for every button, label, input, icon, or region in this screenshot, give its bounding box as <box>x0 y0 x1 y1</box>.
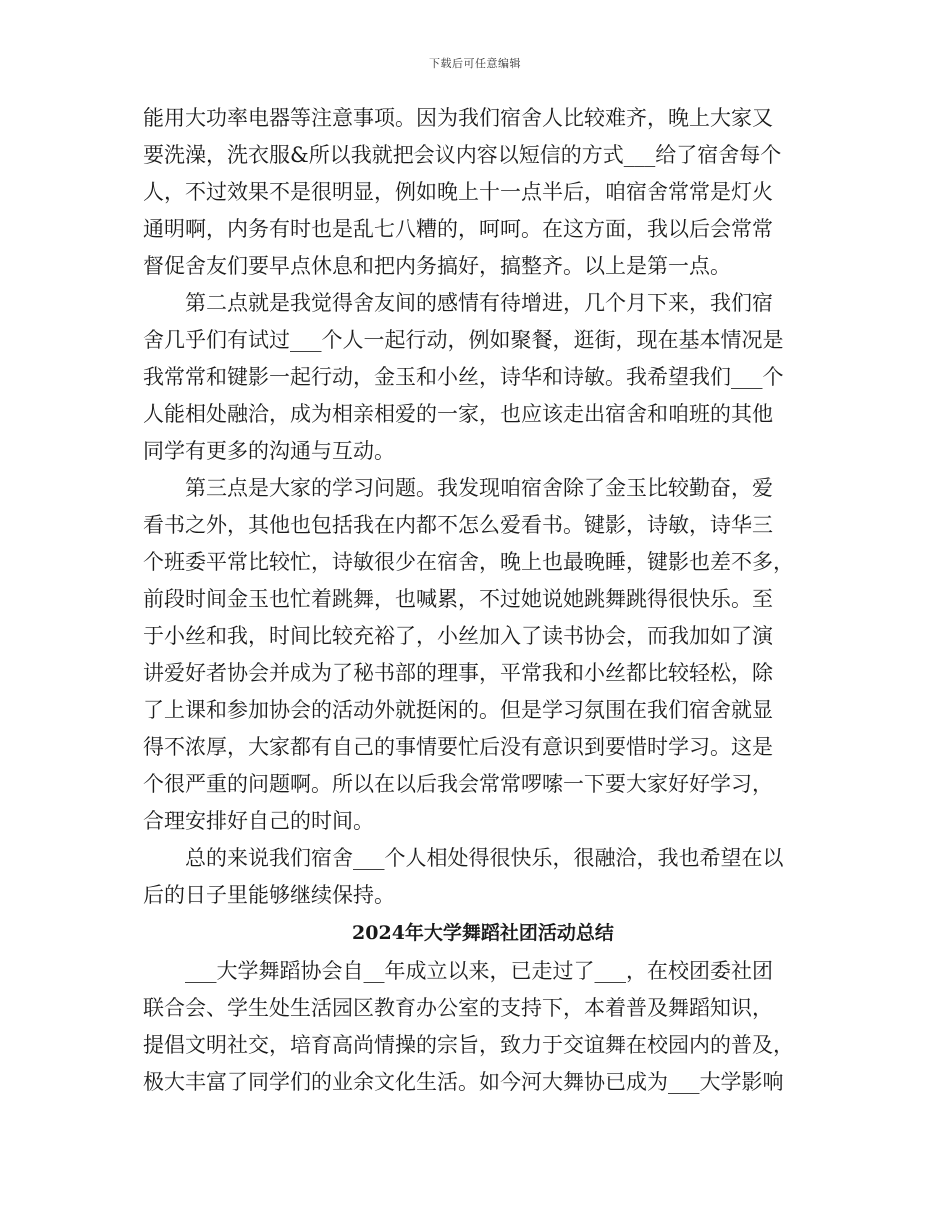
text-line: 同学有更多的沟通与互动。 <box>143 439 395 463</box>
text-line: 得不浓厚，大家都有自己的事情要忙后没有意识到要惜时学习。这是 <box>143 735 773 759</box>
text-line: 于小丝和我，时间比较充裕了，小丝加入了读书协会，而我加如了演 <box>143 624 773 648</box>
text-line: 人能相处融洽，成为相亲相爱的一家，也应该走出宿舍和咱班的其他 <box>143 402 773 426</box>
text-line: 舍几乎们有试过___个人一起行动，例如聚餐，逛街，现在基本情况是 <box>143 328 784 352</box>
text-line: 我常常和键影一起行动，金玉和小丝，诗华和诗敏。我希望我们___个 <box>143 365 784 389</box>
page-header-note: 下载后可任意编辑 <box>429 57 521 70</box>
text-line: 合理安排好自己的时间。 <box>143 809 374 833</box>
text-line: 看书之外，其他也包括我在内都不怎么爱看书。键影，诗敏，诗华三 <box>143 513 773 537</box>
text-line: 要洗澡，洗衣服&所以我就把会议内容以短信的方式___给了宿舍每个 <box>143 143 782 167</box>
text-line: 讲爱好者协会并成为了秘书部的理事，平常我和小丝都比较轻松，除 <box>143 661 773 685</box>
text-line: 个很严重的问题啊。所以在以后我会常常啰嗦一下要大家好好学习， <box>143 772 773 796</box>
text-line: 能用大功率电器等注意事项。因为我们宿舍人比较难齐，晚上大家又 <box>143 106 773 130</box>
text-line: 后的日子里能够继续保持。 <box>143 883 395 907</box>
text-line: 人，不过效果不是很明显，例如晚上十一点半后，咱宿舍常常是灯火 <box>143 180 773 204</box>
text-line: 极大丰富了同学们的业余文化生活。如今河大舞协已成为___大学影响 <box>143 1070 784 1094</box>
text-line: 联合会、学生处生活园区教育办公室的支持下，本着普及舞蹈知识， <box>143 996 773 1020</box>
text-line: 通明啊，内务有时也是乱七八糟的，呵呵。在这方面，我以后会常常 <box>143 217 773 241</box>
section-title: 2024年大学舞蹈社团活动总结 <box>352 922 614 944</box>
text-line: 前段时间金玉也忙着跳舞，也喊累，不过她说她跳舞跳得很快乐。至 <box>143 587 773 611</box>
paragraph-start-line: ___大学舞蹈协会自__年成立以来，已走过了___，在校团委社团 <box>185 959 773 983</box>
text-line: 了上课和参加协会的活动外就挺闲的。但是学习氛围在我们宿舍就显 <box>143 698 773 722</box>
paragraph-start-line: 总的来说我们宿舍___个人相处得很快乐，很融洽，我也希望在以 <box>185 846 784 870</box>
text-line: 个班委平常比较忙，诗敏很少在宿舍，晚上也最晚睡，键影也差不多， <box>143 550 794 574</box>
paragraph-start-line: 第三点是大家的学习问题。我发现咱宿舍除了金玉比较勤奋，爱 <box>185 476 773 500</box>
document-body <box>143 100 823 1101</box>
text-line: 提倡文明社交，培育高尚情操的宗旨，致力于交谊舞在校园内的普及， <box>143 1033 794 1057</box>
text-line: 督促舍友们要早点休息和把内务搞好，搞整齐。以上是第一点。 <box>143 254 731 278</box>
paragraph-start-line: 第二点就是我觉得舍友间的感情有待增进，几个月下来，我们宿 <box>185 291 773 315</box>
